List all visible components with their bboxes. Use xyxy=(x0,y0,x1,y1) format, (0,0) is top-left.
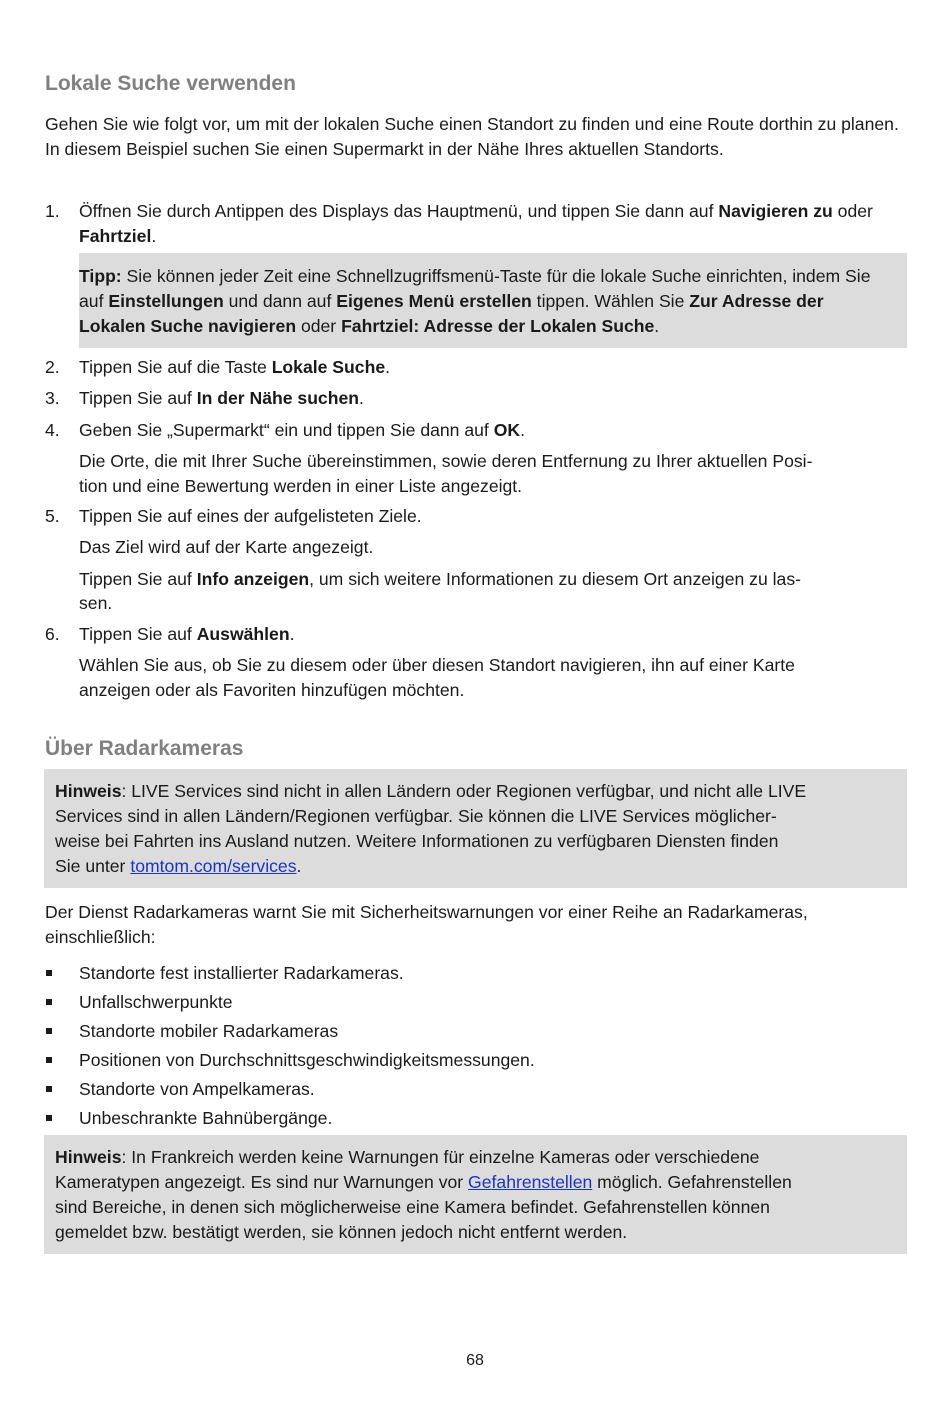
section-heading-radar-cameras: Über Radarkameras xyxy=(45,737,244,760)
bullet-text: Positionen von Durchschnittsgeschwindigkeitsmessungen. xyxy=(79,1050,535,1070)
page-number: 68 xyxy=(466,1352,484,1369)
bullet-square-icon xyxy=(46,970,52,976)
bullet-text: Standorte mobiler Radarkameras xyxy=(79,1021,339,1041)
radar-intro-line2: einschließlich: xyxy=(45,927,156,947)
step-4-detail-line2: tion und eine Bewertung werden in einer Liste angezeigt. xyxy=(79,476,523,496)
step-number: 4. xyxy=(45,420,60,440)
bullet-square-icon xyxy=(46,999,52,1005)
step-text: Öffnen Sie durch Antippen des Displays das Hauptmenü, und tippen Sie dann auf Navigieren zu oder Fahrtziel. xyxy=(79,201,873,246)
step-number: 3. xyxy=(45,388,60,408)
step-5-detail2: Tippen Sie auf Info anzeigen, um sich weitere Informationen zu diesem Ort anzeigen zu las- xyxy=(79,569,801,589)
step-text: Tippen Sie auf In der Nähe suchen. xyxy=(79,388,364,408)
note-line2: Kameratypen angezeigt. Es sind nur Warnungen vor Gefahrenstellen möglich. Gefahrenstellen xyxy=(55,1172,792,1192)
note-box-france xyxy=(44,1135,907,1254)
step-5-detail1: Das Ziel wird auf der Karte angezeigt. xyxy=(79,537,374,557)
step-text: Geben Sie „Supermarkt“ ein und tippen Sie dann auf OK. xyxy=(79,420,525,440)
bullet-square-icon xyxy=(46,1115,52,1121)
step-number: 2. xyxy=(45,357,60,377)
bullet-text: Unbeschrankte Bahnübergänge. xyxy=(79,1108,333,1128)
note-line1: Hinweis: LIVE Services sind nicht in allen Ländern oder Regionen verfügbar, und nicht alle LIVE xyxy=(55,781,807,801)
step-number: 6. xyxy=(45,624,60,644)
note-line3: weise bei Fahrten ins Ausland nutzen. Weitere Informationen zu verfügbaren Diensten finden xyxy=(55,831,779,851)
bullet-text: Standorte von Ampelkameras. xyxy=(79,1079,315,1099)
note-line3: sind Bereiche, in denen sich möglicherweise eine Kamera befindet. Gefahrenstellen können xyxy=(55,1197,770,1217)
bullet-square-icon xyxy=(46,1086,52,1092)
services-link[interactable]: tomtom.com/services xyxy=(130,856,297,876)
step-6-detail-line2: anzeigen oder als Favoriten hinzufügen möchten. xyxy=(79,680,465,700)
bullet-text: Standorte fest installierter Radarkameras. xyxy=(79,963,404,983)
note-line4: gemeldet bzw. bestätigt werden, sie können jedoch nicht entfernt werden. xyxy=(55,1222,628,1242)
step-5-detail2-cont: sen. xyxy=(79,593,113,613)
bullet-square-icon xyxy=(46,1028,52,1034)
step-text: Tippen Sie auf eines der aufgelisteten Ziele. xyxy=(79,506,422,526)
section-heading-local-search: Lokale Suche verwenden xyxy=(45,72,296,95)
step-number: 1. xyxy=(45,201,60,221)
intro-paragraph: Gehen Sie wie folgt vor, um mit der lokalen Suche einen Standort zu finden und eine Route dorthin zu planen. In diesem Beispiel suchen Sie einen Supermarkt in der Nähe Ihres aktuellen Standorts. xyxy=(45,114,899,159)
tip-text: Tipp: Sie können jeder Zeit eine Schnellzugriffsmenü-Taste für die lokale Suche einrichten, indem Sie auf Einstellungen und dann auf Eigenes Menü erstellen tippen. Wählen Sie Zur Adresse der Lokalen Suche navigieren oder Fahrtziel: Adresse der Lokalen Suche. xyxy=(79,266,871,336)
note-line2: Services sind in allen Ländern/Regionen verfügbar. Sie können die LIVE Services möglicher- xyxy=(55,806,777,826)
step-text: Tippen Sie auf die Taste Lokale Suche. xyxy=(79,357,391,377)
note-line4: Sie unter tomtom.com/services. xyxy=(55,856,302,876)
step-6-detail-line1: Wählen Sie aus, ob Sie zu diesem oder über diesen Standort navigieren, ihn auf einer Karte xyxy=(79,655,795,675)
note-box-live-services xyxy=(44,769,907,888)
bullet-square-icon xyxy=(46,1057,52,1063)
radar-intro-line1: Der Dienst Radarkameras warnt Sie mit Sicherheitswarnungen vor einer Reihe an Radarkameras, xyxy=(45,902,808,922)
step-number: 5. xyxy=(45,506,60,526)
tip-box xyxy=(79,253,907,348)
step-text: Tippen Sie auf Auswählen. xyxy=(79,624,295,644)
bullet-text: Unfallschwerpunkte xyxy=(79,992,233,1012)
step-4-detail-line1: Die Orte, die mit Ihrer Suche übereinstimmen, sowie deren Entfernung zu Ihrer aktuellen Posi- xyxy=(79,451,813,471)
note-line1: Hinweis: In Frankreich werden keine Warnungen für einzelne Kameras oder verschiedene xyxy=(55,1147,760,1167)
hazard-zones-link[interactable]: Gefahrenstellen xyxy=(468,1172,593,1192)
